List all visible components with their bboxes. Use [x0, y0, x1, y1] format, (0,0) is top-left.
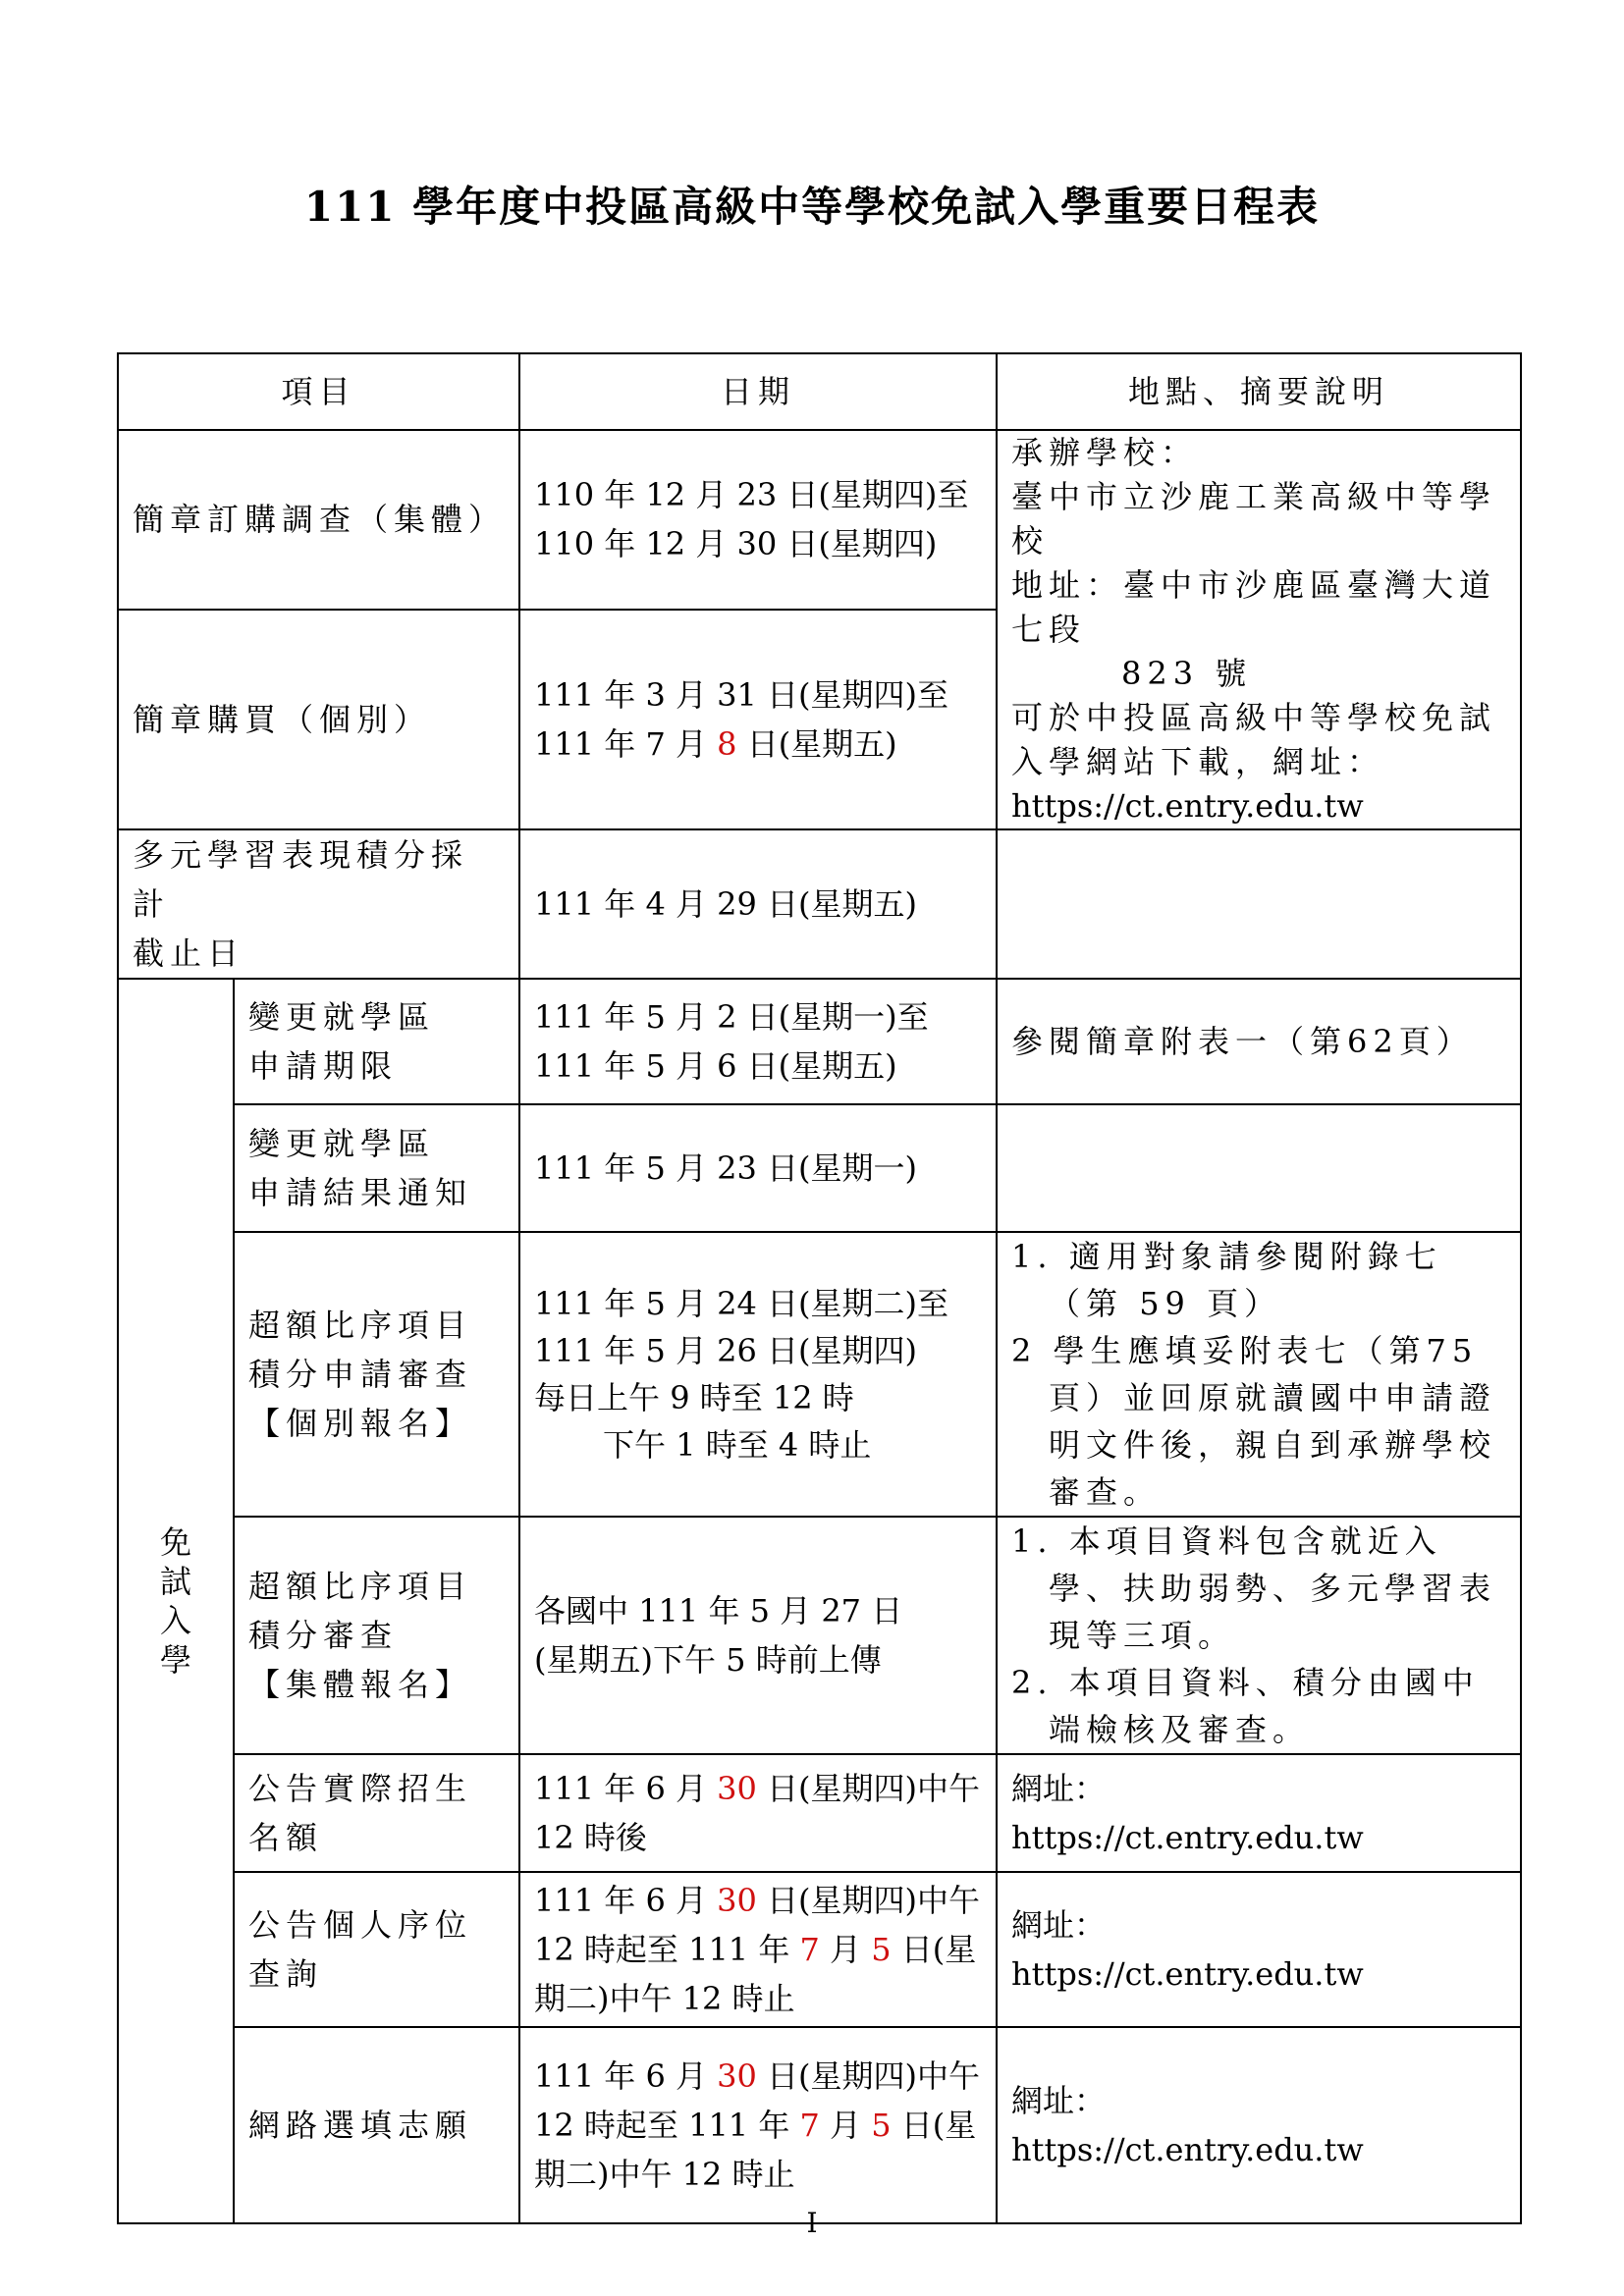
- item-line: 積分審查: [248, 1617, 399, 1654]
- item-line: 截止日: [133, 934, 245, 972]
- date-text: 日(星期四)中午 12 時起至 111 年: [534, 2057, 981, 2144]
- table-row: [118, 1232, 1521, 1517]
- row-date: 111 年 5 月 23 日(星期一): [519, 1104, 997, 1232]
- date-line: 111 年 5 月 26 日(星期四): [534, 1332, 918, 1369]
- row-note: [997, 1517, 1521, 1754]
- note-item: 1. 適用對象請參閱附錄七（第 59 頁）: [1011, 1238, 1442, 1322]
- date-line: [534, 720, 982, 769]
- item-line: 【個別報名】: [248, 1405, 473, 1442]
- date-line: 110 年 12 月 30 日(星期四): [534, 525, 938, 563]
- item-line: 【集體報名】: [248, 1666, 473, 1703]
- date-line: 110 年 12 月 23 日(星期四)至: [534, 476, 969, 514]
- row-date: [519, 610, 997, 829]
- row-date: [519, 1872, 997, 2027]
- date-text: 日(星期二)中午 12 時止: [534, 1931, 977, 2017]
- row-note: [997, 2027, 1521, 2223]
- row-date: [519, 1232, 997, 1517]
- row-note: [997, 1104, 1521, 1232]
- note-line: 臺中市立沙鹿工業高級中等學校: [1011, 478, 1497, 560]
- date-text: 日(星期四)中午 12 時起至 111 年: [534, 1882, 981, 1968]
- date-text: 日(星期二)中午 12 時止: [534, 2107, 977, 2193]
- table-row: [118, 430, 1521, 610]
- row-item: 簡章購買（個別）: [118, 610, 519, 829]
- item-line: 變更就學區: [248, 1125, 436, 1162]
- table-row: [118, 2027, 1521, 2223]
- row-note: [997, 1872, 1521, 2027]
- date-highlight: 5: [871, 1931, 892, 1968]
- item-line: 多元學習表現積分採計: [133, 836, 469, 923]
- note-item: 2 學生應填妥附表七（第75頁）並回原就讀國中申請證明文件後，親自到承辦學校審查。: [1011, 1332, 1497, 1511]
- group-label: [118, 979, 234, 2223]
- note-line: 地址：臺中市沙鹿區臺灣大道七段: [1011, 566, 1497, 648]
- row-date: [519, 2027, 997, 2223]
- item-line: 變更就學區: [248, 998, 436, 1036]
- table-row: [118, 979, 1521, 1104]
- schedule-table: [117, 352, 1522, 2224]
- date-highlight: 8: [717, 724, 737, 763]
- item-line: 申請結果通知: [248, 1174, 473, 1211]
- group-label-text: 免試入學: [159, 1523, 191, 1679]
- row-item: [234, 1232, 519, 1517]
- date-line: 各國中 111 年 5 月 27 日: [534, 1592, 903, 1629]
- row-item: [234, 1104, 519, 1232]
- row-item: 公告個人序位查詢: [234, 1872, 519, 2027]
- note-line: 網址：: [1011, 1770, 1107, 1807]
- shared-note: [997, 430, 1521, 829]
- note-item: 2. 本項目資料、積分由國中端檢核及審查。: [1011, 1664, 1480, 1748]
- item-line: 積分申請審查: [248, 1356, 473, 1393]
- date-highlight: 5: [871, 2107, 892, 2144]
- date-line: 111 年 3 月 31 日(星期四)至: [534, 675, 949, 714]
- date-highlight: 30: [717, 1882, 757, 1919]
- row-item: [118, 829, 519, 979]
- row-item: 簡章訂購調查（集體）: [118, 430, 519, 610]
- note-item: 1. 本項目資料包含就近入學、扶助弱勢、多元學習表現等三項。: [1011, 1522, 1497, 1654]
- date-highlight: 7: [799, 1931, 820, 1968]
- date-highlight: 7: [799, 2107, 820, 2144]
- date-line: 111 年 5 月 24 日(星期二)至: [534, 1285, 949, 1322]
- website-link[interactable]: https://ct.entry.edu.tw: [1011, 787, 1364, 825]
- note-line: 承辦學校：: [1011, 434, 1199, 471]
- row-date: [519, 1517, 997, 1754]
- row-item: [234, 1517, 519, 1754]
- table-row: [118, 1872, 1521, 2027]
- header-date: 日期: [519, 353, 997, 430]
- date-text: 111 年 6 月: [534, 1770, 718, 1807]
- row-date: [519, 979, 997, 1104]
- date-line: 下午 1 時至 4 時止: [603, 1426, 872, 1464]
- row-date: [519, 1754, 997, 1872]
- page-title: 111 學年度中投區高級中等學校免試入學重要日程表: [303, 183, 1321, 231]
- row-date: [519, 430, 997, 610]
- date-highlight: 30: [717, 2057, 757, 2095]
- row-note: 參閱簡章附表一（第62頁）: [997, 979, 1521, 1104]
- date-line: 111 年 5 月 2 日(星期一)至: [534, 998, 929, 1036]
- date-text: 111 年 6 月: [534, 2057, 718, 2095]
- header-note: 地點、摘要說明: [997, 353, 1521, 430]
- row-note: [997, 1232, 1521, 1517]
- row-item: 公告實際招生名額: [234, 1754, 519, 1872]
- row-item: [234, 979, 519, 1104]
- note-line: 入學網站下載，網址：: [1011, 743, 1385, 780]
- date-line: 111 年 5 月 6 日(星期五): [534, 1047, 897, 1085]
- date-line: 每日上午 9 時至 12 時: [534, 1379, 854, 1416]
- item-line: 超額比序項目: [248, 1568, 473, 1605]
- website-link[interactable]: https://ct.entry.edu.tw: [1011, 1819, 1364, 1856]
- row-date: 111 年 4 月 29 日(星期五): [519, 829, 997, 979]
- note-line: 可於中投區高級中等學校免試: [1011, 699, 1497, 736]
- page-number: I: [806, 2207, 818, 2239]
- table-row: [118, 1754, 1521, 1872]
- row-item: 網路選填志願: [234, 2027, 519, 2223]
- date-text: 月: [819, 1931, 872, 1968]
- note-line: 網址：: [1011, 1906, 1107, 1944]
- row-note: [997, 1754, 1521, 1872]
- website-link[interactable]: https://ct.entry.edu.tw: [1011, 2131, 1364, 2168]
- table-row: [118, 1517, 1521, 1754]
- date-text: 111 年 7 月: [534, 724, 718, 763]
- date-text: 日(星期四)中午 12 時後: [534, 1770, 981, 1856]
- item-line: 申請期限: [248, 1047, 399, 1085]
- date-text: 111 年 6 月: [534, 1882, 718, 1919]
- website-link[interactable]: https://ct.entry.edu.tw: [1011, 1955, 1364, 1993]
- table-row: [118, 829, 1521, 979]
- header-item: 項目: [118, 353, 519, 430]
- date-text: 月: [819, 2107, 872, 2144]
- item-line: 超額比序項目: [248, 1307, 473, 1344]
- note-line: 823 號: [1121, 655, 1253, 692]
- date-text: 日(星期五): [736, 724, 897, 763]
- row-note: [997, 829, 1521, 979]
- table-header-row: [118, 353, 1521, 430]
- table-row: [118, 1104, 1521, 1232]
- note-line: 網址：: [1011, 2082, 1107, 2119]
- date-highlight: 30: [717, 1770, 757, 1807]
- date-line: (星期五)下午 5 時前上傳: [534, 1641, 882, 1679]
